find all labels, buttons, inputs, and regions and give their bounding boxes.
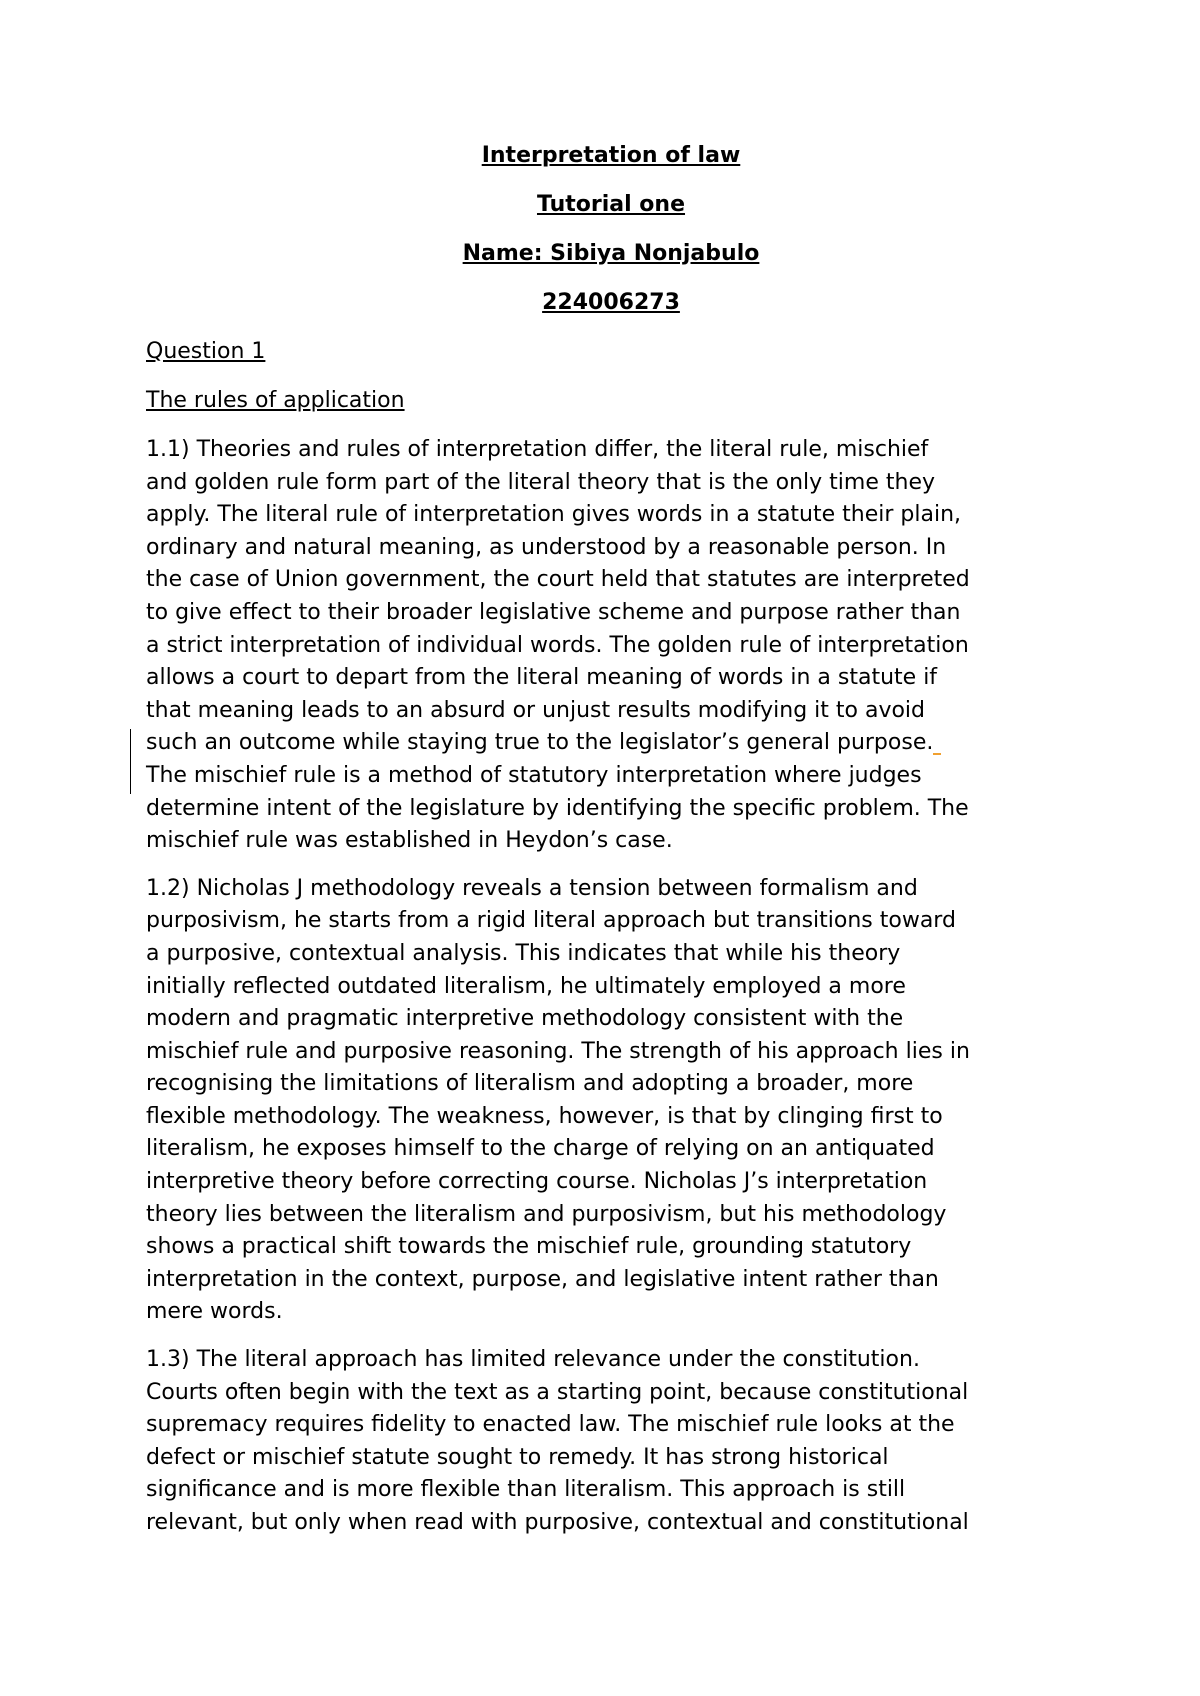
- section-heading: The rules of application: [146, 388, 405, 413]
- paragraph-1-3: 1.3) The literal approach has limited relevance under the constitution. Courts often begin with the text as a starting point, because constitutional supremacy requires fidelity to enacted law. The mischief rule looks at the defect or mischief statute sought to remedy. It has strong historical significance and is more flexible than literalism. This approach is still relevant, but only when read with purposive, contextual and constitutional: [146, 1347, 969, 1535]
- text-cursor-mark: [933, 753, 941, 755]
- paragraph-1-1-continued: The mischief rule is a method of statutory interpretation where judges determine intent of the legislature by identifying the specific problem. The mischief rule was established in Heydon’s case.: [146, 762, 969, 854]
- paragraph-1-1: [146, 434, 1076, 760]
- student-name: Name: Sibiya Nonjabulo: [462, 241, 760, 266]
- document-body: [146, 140, 1076, 1555]
- question-heading: Question 1: [146, 339, 266, 364]
- paragraph-1-1-text: 1.1) Theories and rules of interpretation differ, the literal rule, mischief and golden rule form part of the literal theory that is the only time they apply. The literal rule of interpretation gives words in a statute their plain, ordinary and natural meaning, as understood by a reasonable person. In the case of Union government, the court held that statutes are interpreted to give effect to their broader legislative scheme and purpose rather than a strict interpretation of individual words. The golden rule of interpretation allows a court to depart from the literal meaning of words in a statute if that meaning leads to an absurd or unjust results modifying it to avoid such an outcome while staying true to the legislator’s general purpose.: [146, 437, 970, 756]
- paragraph-1-2: 1.2) Nicholas J methodology reveals a tension between formalism and purposivism, he starts from a rigid literal approach but transitions toward a purposive, contextual analysis. This indicates that while his theory initially reflected outdated literalism, he ultimately employed a more modern and pragmatic interpretive methodology consistent with the mischief rule and purposive reasoning. The strength of his approach lies in recognising the limitations of literalism and adopting a broader, more flexible methodology. The weakness, however, is that by clinging first to literalism, he exposes himself to the charge of relying on an antiquated interpretive theory before correcting course. Nicholas J’s interpretation theory lies between the literalism and purposivism, but his methodology shows a practical shift towards the mischief rule, grounding statutory interpretation in the context, purpose, and legislative intent rather than mere words.: [146, 875, 970, 1325]
- document-title: Interpretation of law: [481, 143, 741, 168]
- change-bar: [130, 729, 131, 794]
- document-subtitle: Tutorial one: [536, 192, 686, 217]
- student-number: 224006273: [542, 290, 680, 315]
